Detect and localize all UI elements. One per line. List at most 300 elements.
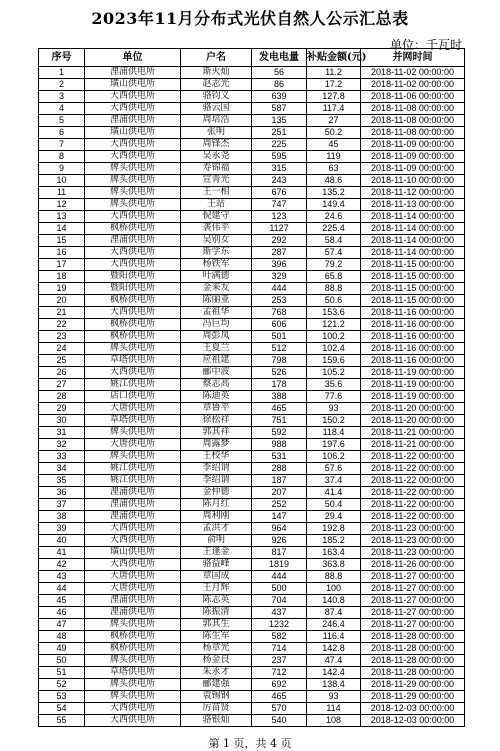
row-account-name: 金来友: [181, 283, 252, 295]
row-generation: 1232: [252, 619, 307, 631]
row-generation: 396: [252, 259, 307, 271]
table-row: [39, 691, 465, 703]
row-subsidy: 150.2: [307, 415, 361, 427]
row-grid-time: 2018-11-27 00:00:00: [361, 595, 465, 607]
table-row: [39, 499, 465, 511]
row-generation: 798: [252, 355, 307, 367]
row-index: 11: [39, 187, 85, 199]
row-grid-time: 2018-11-22 00:00:00: [361, 499, 465, 511]
row-grid-time: 2018-11-21 00:00:00: [361, 439, 465, 451]
row-grid-time: 2018-11-26 00:00:00: [361, 559, 465, 571]
row-generation: 178: [252, 379, 307, 391]
page-footer: 第 1 页，共 4 页: [208, 737, 292, 750]
row-account-name: 周锋杰: [181, 139, 252, 151]
table-row: [39, 403, 465, 415]
row-grid-time: 2018-11-21 00:00:00: [361, 427, 465, 439]
row-unit: 姚江供电所: [85, 379, 181, 391]
row-subsidy: 114: [307, 703, 361, 715]
row-generation: 540: [252, 715, 307, 727]
row-generation: 500: [252, 583, 307, 595]
row-index: 28: [39, 391, 85, 403]
row-index: 24: [39, 343, 85, 355]
row-account-name: 章鲁平: [181, 403, 252, 415]
row-generation: 292: [252, 235, 307, 247]
row-index: 10: [39, 175, 85, 187]
row-account-name: 郭其生: [181, 619, 252, 631]
row-index: 14: [39, 223, 85, 235]
row-account-name: 杨章光: [181, 643, 252, 655]
row-account-name: 周彭凤: [181, 331, 252, 343]
row-generation: 187: [252, 475, 307, 487]
row-grid-time: 2018-11-19 00:00:00: [361, 367, 465, 379]
row-subsidy: 79.2: [307, 259, 361, 271]
row-index: 32: [39, 439, 85, 451]
table-row: [39, 91, 465, 103]
row-grid-time: 2018-11-10 00:00:00: [361, 175, 465, 187]
row-subsidy: 24.6: [307, 211, 361, 223]
table-row: [39, 331, 465, 343]
row-unit: 枫桥供电所: [85, 319, 181, 331]
table-row: [39, 151, 465, 163]
row-subsidy: 27: [307, 115, 361, 127]
row-index: 16: [39, 247, 85, 259]
row-generation: 147: [252, 511, 307, 523]
row-generation: 288: [252, 463, 307, 475]
table-row: [39, 247, 465, 259]
table-row: [39, 415, 465, 427]
row-generation: 207: [252, 487, 307, 499]
row-grid-time: 2018-11-28 00:00:00: [361, 631, 465, 643]
row-account-name: 王一相: [181, 187, 252, 199]
row-unit: 浬浦供电所: [85, 235, 181, 247]
table-row: [39, 391, 465, 403]
row-account-name: 陈迪英: [181, 391, 252, 403]
row-grid-time: 2018-11-16 00:00:00: [361, 319, 465, 331]
row-grid-time: 2018-11-02 00:00:00: [361, 79, 465, 91]
row-generation: 676: [252, 187, 307, 199]
row-generation: 251: [252, 127, 307, 139]
row-grid-time: 2018-11-15 00:00:00: [361, 271, 465, 283]
row-account-name: 倪建守: [181, 211, 252, 223]
row-account-name: 骆益峰: [181, 559, 252, 571]
table-row: [39, 259, 465, 271]
row-generation: 86: [252, 79, 307, 91]
row-unit: 璜山供电所: [85, 547, 181, 559]
row-subsidy: 117.4: [307, 103, 361, 115]
row-generation: 444: [252, 283, 307, 295]
table-row: [39, 283, 465, 295]
row-account-name: 吴永尧: [181, 151, 252, 163]
row-generation: 747: [252, 199, 307, 211]
row-subsidy: 142.8: [307, 643, 361, 655]
row-account-name: 李绍谓: [181, 475, 252, 487]
row-unit: 枫桥供电所: [85, 631, 181, 643]
row-index: 22: [39, 319, 85, 331]
row-unit: 浬浦供电所: [85, 595, 181, 607]
row-index: 19: [39, 283, 85, 295]
row-grid-time: 2018-11-28 00:00:00: [361, 655, 465, 667]
row-generation: 531: [252, 451, 307, 463]
row-account-name: 袭伟平: [181, 223, 252, 235]
row-subsidy: 135.2: [307, 187, 361, 199]
table-row: [39, 535, 465, 547]
row-account-name: 郦中波: [181, 367, 252, 379]
row-generation: 252: [252, 499, 307, 511]
row-generation: 692: [252, 679, 307, 691]
row-account-name: 周培浩: [181, 115, 252, 127]
table-row: [39, 199, 465, 211]
row-grid-time: 2018-11-14 00:00:00: [361, 235, 465, 247]
row-grid-time: 2018-12-03 00:00:00: [361, 703, 465, 715]
row-grid-time: 2018-11-22 00:00:00: [361, 451, 465, 463]
row-account-name: 骆云国: [181, 103, 252, 115]
row-index: 46: [39, 607, 85, 619]
row-unit: 大西供电所: [85, 703, 181, 715]
row-grid-time: 2018-11-09 00:00:00: [361, 163, 465, 175]
row-index: 48: [39, 631, 85, 643]
row-subsidy: 88.8: [307, 283, 361, 295]
row-grid-time: 2018-11-23 00:00:00: [361, 535, 465, 547]
table-row: [39, 295, 465, 307]
table-row: [39, 715, 465, 727]
row-unit: 牌头供电所: [85, 655, 181, 667]
row-generation: 437: [252, 607, 307, 619]
row-grid-time: 2018-11-23 00:00:00: [361, 547, 465, 559]
unit-label: 单位：千瓦时: [389, 38, 462, 52]
row-index: 55: [39, 715, 85, 727]
row-subsidy: 363.8: [307, 559, 361, 571]
row-unit: 大西供电所: [85, 307, 181, 319]
row-index: 29: [39, 403, 85, 415]
row-index: 53: [39, 691, 85, 703]
row-account-name: 骆钧义: [181, 91, 252, 103]
row-unit: 浬浦供电所: [85, 115, 181, 127]
row-generation: 1127: [252, 223, 307, 235]
row-subsidy: 50.2: [307, 127, 361, 139]
header-index: 序号: [39, 49, 85, 67]
header-account-name: 户名: [181, 49, 252, 67]
row-index: 41: [39, 547, 85, 559]
row-unit: 牌头供电所: [85, 343, 181, 355]
row-account-name: 王站: [181, 199, 252, 211]
row-unit: 璜山供电所: [85, 79, 181, 91]
table-row: [39, 619, 465, 631]
row-index: 27: [39, 379, 85, 391]
row-unit: 大唐供电所: [85, 439, 181, 451]
row-subsidy: 35.6: [307, 379, 361, 391]
row-subsidy: 192.8: [307, 523, 361, 535]
row-generation: 512: [252, 343, 307, 355]
row-grid-time: 2018-11-28 00:00:00: [361, 643, 465, 655]
row-grid-time: 2018-11-14 00:00:00: [361, 247, 465, 259]
row-index: 45: [39, 595, 85, 607]
table-row: [39, 355, 465, 367]
row-generation: 926: [252, 535, 307, 547]
row-account-name: 王校华: [181, 451, 252, 463]
row-subsidy: 87.4: [307, 607, 361, 619]
header-unit: 单位: [85, 49, 181, 67]
row-unit: 枫桥供电所: [85, 223, 181, 235]
table-row: [39, 607, 465, 619]
row-grid-time: 2018-11-22 00:00:00: [361, 475, 465, 487]
row-index: 1: [39, 67, 85, 79]
row-grid-time: 2018-11-20 00:00:00: [361, 415, 465, 427]
table-row: [39, 679, 465, 691]
row-subsidy: 100.2: [307, 331, 361, 343]
row-account-name: 寿锦福: [181, 163, 252, 175]
row-subsidy: 93: [307, 403, 361, 415]
row-grid-time: 2018-11-22 00:00:00: [361, 511, 465, 523]
row-account-name: 徐松祥: [181, 415, 252, 427]
row-unit: 草塔供电所: [85, 415, 181, 427]
header-grid-time: 并网时间: [361, 49, 465, 67]
row-index: 39: [39, 523, 85, 535]
row-account-name: 朱永才: [181, 667, 252, 679]
row-unit: 姚江供电所: [85, 475, 181, 487]
row-unit: 枫桥供电所: [85, 331, 181, 343]
row-subsidy: 37.4: [307, 475, 361, 487]
page-title: 2023年11月分布式光伏自然人公示汇总表: [91, 9, 409, 28]
row-unit: 浬浦供电所: [85, 499, 181, 511]
row-subsidy: 225.4: [307, 223, 361, 235]
row-account-name: 郦建强: [181, 679, 252, 691]
table-row: [39, 271, 465, 283]
row-index: 23: [39, 331, 85, 343]
row-generation: 243: [252, 175, 307, 187]
row-account-name: 杨铁军: [181, 259, 252, 271]
row-subsidy: 106.2: [307, 451, 361, 463]
table-row: [39, 163, 465, 175]
row-unit: 大西供电所: [85, 151, 181, 163]
row-grid-time: 2018-11-02 00:00:00: [361, 67, 465, 79]
row-index: 8: [39, 151, 85, 163]
row-unit: 大西供电所: [85, 259, 181, 271]
row-account-name: 金仲德: [181, 487, 252, 499]
row-subsidy: 45: [307, 139, 361, 151]
row-index: 5: [39, 115, 85, 127]
row-index: 54: [39, 703, 85, 715]
row-unit: 店口供电所: [85, 391, 181, 403]
row-unit: 牌头供电所: [85, 427, 181, 439]
row-account-name: 吴别女: [181, 235, 252, 247]
row-unit: 大西供电所: [85, 559, 181, 571]
row-unit: 牌头供电所: [85, 199, 181, 211]
row-unit: 姚江供电所: [85, 463, 181, 475]
row-subsidy: 121.2: [307, 319, 361, 331]
row-unit: 浬浦供电所: [85, 487, 181, 499]
row-generation: 253: [252, 295, 307, 307]
row-subsidy: 149.4: [307, 199, 361, 211]
row-index: 4: [39, 103, 85, 115]
table-row: [39, 655, 465, 667]
row-subsidy: 50.6: [307, 295, 361, 307]
row-unit: 大西供电所: [85, 535, 181, 547]
row-index: 21: [39, 307, 85, 319]
row-index: 2: [39, 79, 85, 91]
row-subsidy: 102.4: [307, 343, 361, 355]
row-account-name: 冯巨均: [181, 319, 252, 331]
row-generation: 704: [252, 595, 307, 607]
row-grid-time: 2018-11-15 00:00:00: [361, 259, 465, 271]
row-subsidy: 65.8: [307, 271, 361, 283]
row-subsidy: 163.4: [307, 547, 361, 559]
row-index: 47: [39, 619, 85, 631]
row-unit: 草塔供电所: [85, 667, 181, 679]
row-unit: 枫桥供电所: [85, 295, 181, 307]
row-grid-time: 2018-11-19 00:00:00: [361, 379, 465, 391]
row-grid-time: 2018-11-16 00:00:00: [361, 355, 465, 367]
row-unit: 牌头供电所: [85, 451, 181, 463]
row-generation: 501: [252, 331, 307, 343]
row-unit: 枫桥供电所: [85, 643, 181, 655]
row-account-name: 陈志英: [181, 595, 252, 607]
row-generation: 388: [252, 391, 307, 403]
row-index: 12: [39, 199, 85, 211]
row-grid-time: 2018-11-14 00:00:00: [361, 211, 465, 223]
row-unit: 浬浦供电所: [85, 607, 181, 619]
row-subsidy: 108: [307, 715, 361, 727]
row-index: 7: [39, 139, 85, 151]
table-row: [39, 667, 465, 679]
row-generation: 123: [252, 211, 307, 223]
row-index: 38: [39, 511, 85, 523]
row-grid-time: 2018-11-08 00:00:00: [361, 103, 465, 115]
row-index: 42: [39, 559, 85, 571]
row-subsidy: 153.6: [307, 307, 361, 319]
row-subsidy: 185.2: [307, 535, 361, 547]
row-grid-time: 2018-11-23 00:00:00: [361, 523, 465, 535]
row-index: 36: [39, 487, 85, 499]
row-index: 40: [39, 535, 85, 547]
row-unit: 大西供电所: [85, 103, 181, 115]
row-grid-time: 2018-11-22 00:00:00: [361, 463, 465, 475]
row-account-name: 李绍谓: [181, 463, 252, 475]
table-row: [39, 235, 465, 247]
row-grid-time: 2018-11-20 00:00:00: [361, 403, 465, 415]
table-row: [39, 175, 465, 187]
row-unit: 大西供电所: [85, 211, 181, 223]
row-unit: 暨阳供电所: [85, 271, 181, 283]
table-row: [39, 511, 465, 523]
row-account-name: 袁锡钢: [181, 691, 252, 703]
row-account-name: 王月辉: [181, 583, 252, 595]
row-generation: 606: [252, 319, 307, 331]
row-unit: 牌头供电所: [85, 187, 181, 199]
row-subsidy: 77.6: [307, 391, 361, 403]
row-grid-time: 2018-11-22 00:00:00: [361, 487, 465, 499]
row-account-name: 郭其祥: [181, 427, 252, 439]
row-generation: 592: [252, 427, 307, 439]
row-generation: 1819: [252, 559, 307, 571]
table-row: [39, 631, 465, 643]
row-subsidy: 246.4: [307, 619, 361, 631]
row-subsidy: 100: [307, 583, 361, 595]
row-generation: 587: [252, 103, 307, 115]
row-grid-time: 2018-11-09 00:00:00: [361, 151, 465, 163]
row-subsidy: 142.4: [307, 667, 361, 679]
row-unit: 牌头供电所: [85, 679, 181, 691]
table-row: [39, 343, 465, 355]
row-generation: 329: [252, 271, 307, 283]
table-row: [39, 379, 465, 391]
row-generation: 526: [252, 367, 307, 379]
table-row: [39, 79, 465, 91]
row-unit: 牌头供电所: [85, 175, 181, 187]
row-account-name: 俞明: [181, 535, 252, 547]
row-index: 3: [39, 91, 85, 103]
table-row: [39, 103, 465, 115]
row-grid-time: 2018-11-08 00:00:00: [361, 127, 465, 139]
row-subsidy: 88.8: [307, 571, 361, 583]
row-generation: 582: [252, 631, 307, 643]
row-index: 31: [39, 427, 85, 439]
table-row: [39, 127, 465, 139]
row-subsidy: 105.2: [307, 367, 361, 379]
row-account-name: 叶满德: [181, 271, 252, 283]
row-account-name: 斯学东: [181, 247, 252, 259]
row-account-name: 陈月红: [181, 499, 252, 511]
row-index: 44: [39, 583, 85, 595]
table-row: [39, 451, 465, 463]
row-subsidy: 17.2: [307, 79, 361, 91]
row-index: 25: [39, 355, 85, 367]
table-row: [39, 643, 465, 655]
row-grid-time: 2018-11-27 00:00:00: [361, 571, 465, 583]
table-row: [39, 67, 465, 79]
row-generation: 988: [252, 439, 307, 451]
table-row: [39, 115, 465, 127]
row-grid-time: 2018-11-27 00:00:00: [361, 607, 465, 619]
row-account-name: 张明: [181, 127, 252, 139]
row-generation: 768: [252, 307, 307, 319]
row-account-name: 斯火灿: [181, 67, 252, 79]
row-generation: 964: [252, 523, 307, 535]
row-index: 20: [39, 295, 85, 307]
table-row: [39, 307, 465, 319]
row-generation: 817: [252, 547, 307, 559]
row-subsidy: 58.4: [307, 235, 361, 247]
row-index: 52: [39, 679, 85, 691]
row-index: 33: [39, 451, 85, 463]
row-subsidy: 116.4: [307, 631, 361, 643]
row-account-name: 应祖建: [181, 355, 252, 367]
row-account-name: 王逢金: [181, 547, 252, 559]
row-grid-time: 2018-11-06 00:00:00: [361, 91, 465, 103]
row-generation: 135: [252, 115, 307, 127]
table-row: [39, 571, 465, 583]
row-account-name: 宣青光: [181, 175, 252, 187]
row-account-name: 陈振清: [181, 607, 252, 619]
row-generation: 570: [252, 703, 307, 715]
row-unit: 大西供电所: [85, 367, 181, 379]
row-subsidy: 48.6: [307, 175, 361, 187]
row-account-name: 周利刚: [181, 511, 252, 523]
row-generation: 751: [252, 415, 307, 427]
row-unit: 牌头供电所: [85, 163, 181, 175]
row-generation: 287: [252, 247, 307, 259]
table-row: [39, 463, 465, 475]
row-index: 6: [39, 127, 85, 139]
row-account-name: 周露梦: [181, 439, 252, 451]
table-header-row: [39, 49, 465, 67]
header-subsidy: 补贴金额(元): [307, 49, 361, 67]
row-index: 50: [39, 655, 85, 667]
row-subsidy: 57.6: [307, 463, 361, 475]
table-row: [39, 187, 465, 199]
row-grid-time: 2018-11-16 00:00:00: [361, 343, 465, 355]
row-unit: 大西供电所: [85, 715, 181, 727]
table-row: [39, 703, 465, 715]
